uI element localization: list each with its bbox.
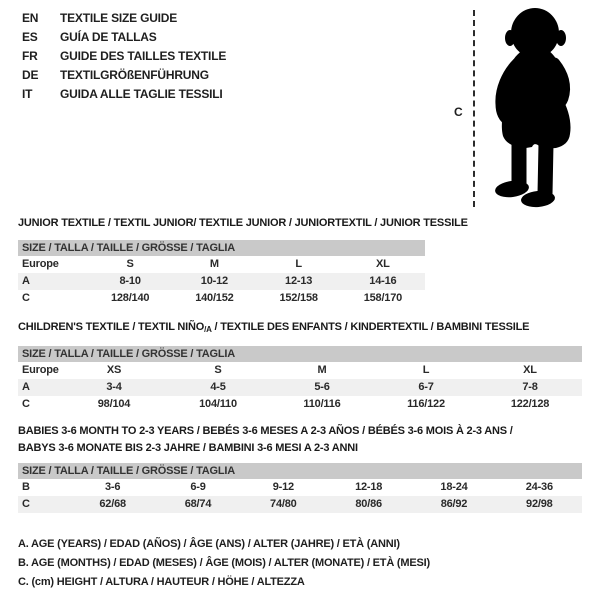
table-cell: 158/170 (363, 292, 403, 304)
table-cell: 116/122 (407, 398, 445, 410)
table-row (18, 379, 582, 396)
table-row (18, 496, 582, 513)
language-title: TEXTILGRÖßENFÜHRUNG (60, 68, 209, 82)
size-header-bar: SIZE / TALLA / TAILLE / GRÖSSE / TAGLIA (18, 346, 582, 362)
language-code: ES (22, 30, 38, 44)
language-code: IT (22, 87, 33, 101)
heading-subscript: /A (204, 325, 212, 334)
language-row (22, 66, 226, 85)
table-row (18, 396, 582, 413)
table-cell: 128/140 (110, 292, 150, 304)
legend-line-c: C. (cm) HEIGHT / ALTURA / HAUTEUR / HÖHE / ALTEZZA (18, 576, 305, 588)
junior-textile-table (18, 240, 425, 307)
language-row (22, 28, 226, 47)
language-row (22, 9, 226, 28)
table-cell: M (317, 364, 327, 376)
table-cell: XS (106, 364, 122, 376)
row-label: A (22, 275, 30, 287)
heading-text: / TEXTILE DES ENFANTS / KINDERTEXTIL / BAMBINI TESSILE (211, 321, 530, 333)
measure-label-c: C (454, 105, 463, 119)
language-title: TEXTILE SIZE GUIDE (60, 11, 178, 25)
table-row (18, 290, 425, 307)
table-cell: L (295, 258, 302, 270)
heading-line2: BABYS 3-6 MONATE BIS 2-3 JAHRE / BAMBINI 3-6 MESI A 2-3 ANNI (18, 442, 358, 454)
table-cell: 3-4 (106, 381, 122, 393)
measurement-legend (18, 535, 430, 592)
table-cell: XL (376, 258, 390, 270)
table-cell: 14-16 (369, 275, 397, 287)
table-row (18, 273, 425, 290)
table-row (18, 256, 425, 273)
table-cell: 6-7 (418, 381, 434, 393)
babies-textile-table (18, 463, 582, 513)
table-cell: M (209, 258, 219, 270)
dashed-measure-line (473, 10, 475, 207)
table-cell: 122/128 (510, 398, 550, 410)
table-cell: 68/74 (184, 498, 212, 510)
row-label: Europe (22, 364, 59, 376)
table-cell: 104/110 (199, 398, 237, 410)
table-cell: S (126, 258, 134, 270)
row-label: C (22, 498, 30, 510)
legend-line-a: A. AGE (YEARS) / EDAD (AÑOS) / ÂGE (ANS) / ALTER (JAHRE) / ETÀ (ANNI) (18, 538, 400, 550)
heading-line1: BABIES 3-6 MONTH TO 2-3 YEARS / BEBÉS 3-6 MESES A 2-3 AÑOS / BÉBÉS 3-6 MOIS À 2-3 ANS / (18, 425, 513, 437)
table-cell: 110/116 (303, 398, 341, 410)
table-cell: 7-8 (522, 381, 538, 393)
table-cell: 10-12 (200, 275, 228, 287)
language-title-list (22, 9, 226, 104)
table-cell: 92/98 (526, 498, 553, 510)
table-cell: 62/68 (99, 498, 126, 510)
row-label: Europe (22, 258, 59, 270)
table-cell: 74/80 (270, 498, 297, 510)
language-code: DE (22, 68, 39, 82)
toddler-silhouette-icon (482, 6, 588, 208)
legend-line-b: B. AGE (MONTHS) / EDAD (MESES) / ÂGE (MOIS) / ALTER (MONATE) / ETÀ (MESI) (18, 557, 430, 569)
table-cell: L (422, 364, 430, 376)
row-label: A (22, 381, 30, 393)
size-header-bar: SIZE / TALLA / TAILLE / GRÖSSE / TAGLIA (18, 240, 425, 256)
table-cell: 12-18 (355, 481, 383, 493)
junior-textile-heading: JUNIOR TEXTILE / TEXTIL JUNIOR/ TEXTILE JUNIOR / JUNIORTEXTIL / JUNIOR TESSILE (18, 217, 468, 229)
table-cell: 9-12 (272, 481, 294, 493)
language-title: GUIDE DES TAILLES TEXTILE (60, 49, 227, 63)
table-cell: 86/92 (440, 498, 468, 510)
table-cell: 24-36 (525, 481, 553, 493)
table-cell: 4-5 (210, 381, 226, 393)
table-cell: 12-13 (285, 275, 313, 287)
language-code: FR (22, 49, 38, 63)
childrens-textile-heading (18, 319, 529, 338)
table-cell: S (214, 364, 222, 376)
language-title: GUÍA DE TALLAS (60, 30, 157, 44)
row-label: B (22, 481, 30, 493)
table-cell: 6-9 (190, 481, 206, 493)
language-code: EN (22, 11, 39, 25)
table-cell: 98/104 (97, 398, 131, 410)
language-title: GUIDA ALLE TAGLIE TESSILI (60, 87, 223, 101)
heading-text: CHILDREN'S TEXTILE / TEXTIL NIÑO (18, 321, 205, 333)
language-row (22, 85, 226, 104)
language-row (22, 47, 226, 66)
table-cell: 5-6 (314, 381, 330, 393)
table-cell: 140/152 (195, 292, 234, 304)
table-cell: 3-6 (105, 481, 121, 493)
size-header-bar: SIZE / TALLA / TAILLE / GRÖSSE / TAGLIA (18, 463, 582, 479)
row-label: C (22, 292, 30, 304)
table-cell: XL (523, 364, 537, 376)
table-row (18, 479, 582, 496)
row-label: C (22, 398, 30, 410)
babies-textile-heading (18, 423, 513, 457)
table-row (18, 362, 582, 379)
table-cell: 18-24 (440, 481, 468, 493)
table-cell: 80/86 (355, 498, 382, 510)
height-measure-figure (440, 0, 600, 215)
table-cell: 8-10 (119, 275, 141, 287)
childrens-textile-table (18, 346, 582, 413)
table-cell: 152/158 (279, 292, 318, 304)
